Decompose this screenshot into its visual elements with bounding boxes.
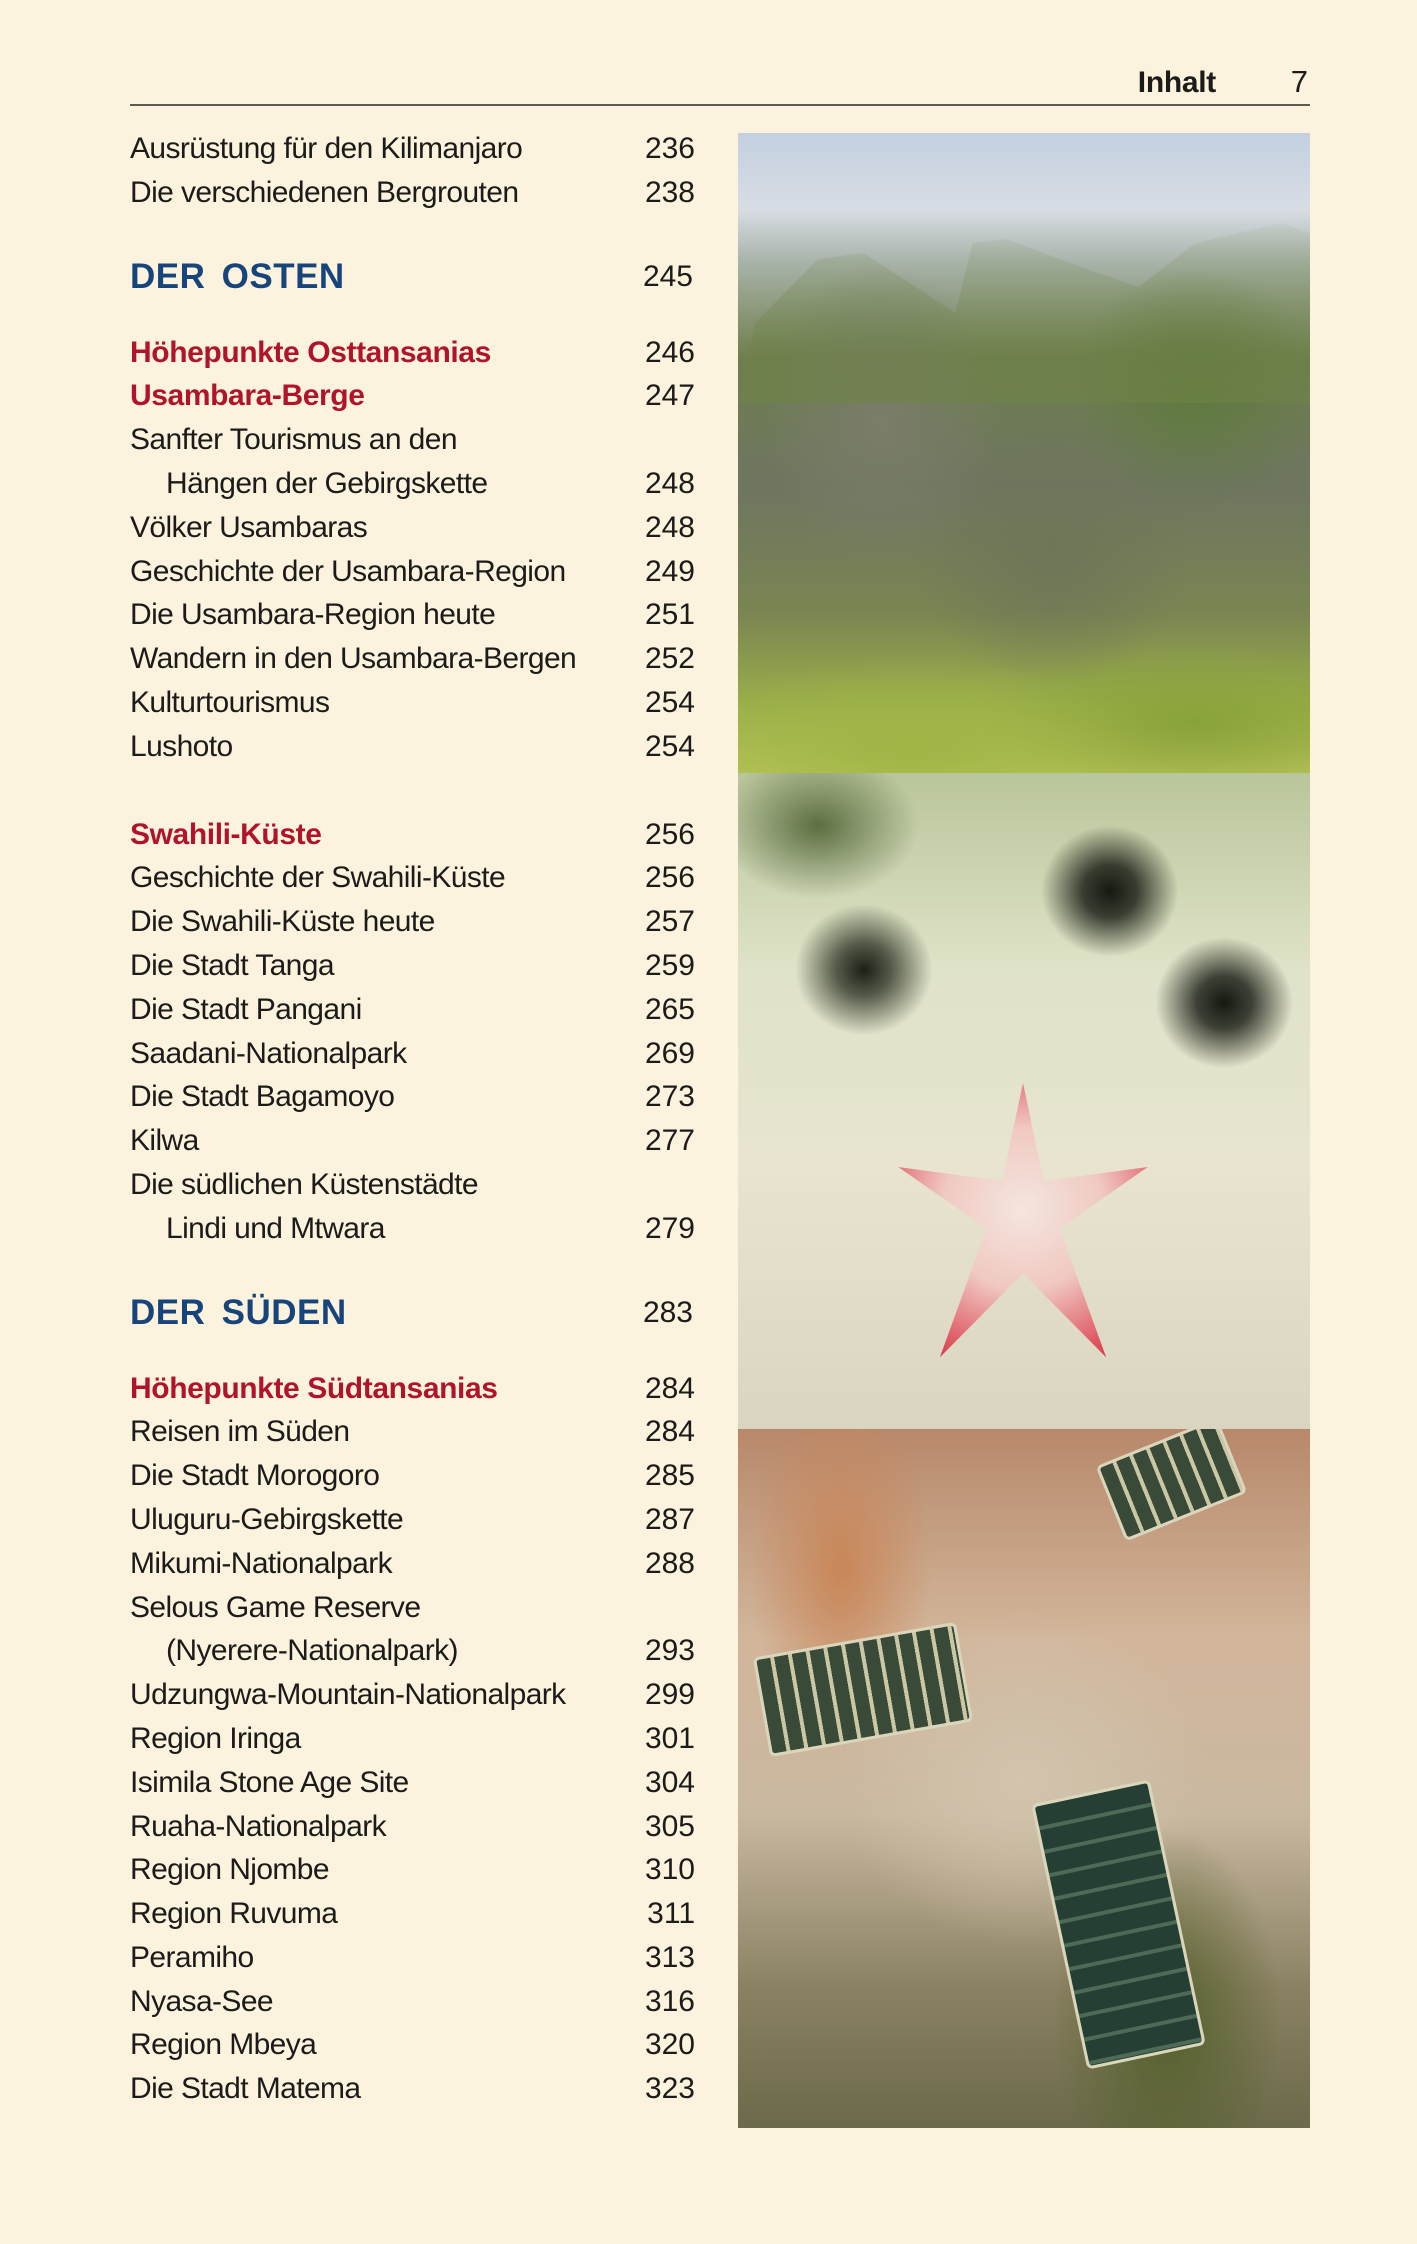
toc-entry-label: Selous Game Reserve (130, 1590, 421, 1624)
mountain-photo (738, 133, 1310, 773)
toc-entry-label: Peramiho (130, 1940, 254, 1974)
toc-entry-page: 248 (644, 466, 695, 500)
toc-entry-page: 259 (644, 948, 695, 982)
toc-entry-page: 301 (644, 1721, 695, 1755)
toc-entry[interactable] (130, 1980, 695, 2024)
spacer (130, 1251, 695, 1285)
section-heading-label: DER SÜDEN (130, 1292, 347, 1332)
toc-entry-page: 304 (644, 1765, 695, 1799)
toc-entry-label: Die südlichen Küstenstädte (130, 1167, 478, 1201)
toc-entry-page: 248 (644, 510, 695, 544)
toc-entry[interactable] (130, 1805, 695, 1849)
toc-highlight-entry[interactable] (130, 1367, 695, 1411)
toc-entry[interactable] (130, 1454, 695, 1498)
toc-entry-page: 238 (644, 175, 695, 209)
toc-entry-page: 245 (642, 259, 693, 293)
toc-entry-page: 265 (644, 992, 695, 1026)
toc-entry[interactable] (130, 1629, 695, 1673)
toc-entry-page: 273 (644, 1080, 695, 1114)
toc-entry[interactable] (130, 2067, 695, 2111)
toc-entry-label: Region Mbeya (130, 2028, 317, 2062)
toc-entry-label: Höhepunkte Osttansanias (130, 335, 491, 369)
toc-entry[interactable] (130, 550, 695, 594)
toc-entry-page: 251 (644, 598, 695, 632)
toc-entry[interactable] (130, 1119, 695, 1163)
toc-entry[interactable] (130, 944, 695, 988)
toc-entry[interactable] (130, 637, 695, 681)
toc-entry-label: Isimila Stone Age Site (130, 1765, 409, 1799)
toc-entry-label: Die Stadt Matema (130, 2072, 361, 2106)
toc-entry[interactable] (130, 1717, 695, 1761)
toc-entry-page: 254 (644, 685, 695, 719)
toc-entry-page: 249 (644, 554, 695, 588)
toc-section-heading[interactable] (130, 249, 695, 305)
toc-entry[interactable] (130, 418, 695, 462)
toc-entry[interactable] (130, 1848, 695, 1892)
toc-entry-page: 236 (644, 132, 695, 165)
toc-entry-label: Sanfter Tourismus an den (130, 423, 457, 457)
toc-entry-label: (Nyerere-Nationalpark) (166, 1634, 458, 1668)
toc-entry[interactable] (130, 1673, 695, 1717)
toc-entry-label: Reisen im Süden (130, 1415, 350, 1449)
toc-entry[interactable] (130, 1032, 695, 1076)
toc-entry[interactable] (130, 171, 695, 215)
toc-entry-label: Udzungwa-Mountain-Nationalpark (130, 1678, 566, 1712)
toc-entry[interactable] (130, 1586, 695, 1630)
toc-entry[interactable] (130, 1936, 695, 1980)
toc-entry-label: Hängen der Gebirgskette (166, 466, 488, 500)
toc-entry-page: 320 (644, 2028, 695, 2062)
safari-vehicles-aerial-icon (1096, 1429, 1248, 1542)
toc-entry-label: Region Njombe (130, 1853, 329, 1887)
toc-entry-label: Mikumi-Nationalpark (130, 1546, 393, 1580)
toc-entry[interactable] (130, 462, 695, 506)
toc-entry[interactable] (130, 1410, 695, 1454)
toc-entry-label: Ausrüstung für den Kilimanjaro (130, 132, 523, 165)
section-heading-label: DER OSTEN (130, 256, 345, 296)
toc-entry-page: 277 (644, 1124, 695, 1158)
toc-entry-label: Geschichte der Swahili-Küste (130, 861, 506, 895)
photo-column (738, 133, 1310, 2128)
toc-entry[interactable] (130, 1075, 695, 1119)
toc-entry-page: 284 (644, 1371, 695, 1405)
spacer (130, 769, 695, 813)
toc-entry[interactable] (130, 2023, 695, 2067)
toc-entry-label: Usambara-Berge (130, 379, 365, 413)
toc-entry-label: Die Stadt Tanga (130, 948, 334, 982)
toc-entry-page: 252 (644, 642, 695, 676)
toc-entry-label: Ruaha-Nationalpark (130, 1809, 387, 1843)
toc-highlight-entry[interactable] (130, 374, 695, 418)
starfish-photo (738, 773, 1310, 1429)
toc-entry[interactable] (130, 725, 695, 769)
toc-entry-page: 288 (644, 1546, 695, 1580)
toc-entry-label: Die verschiedenen Bergrouten (130, 175, 519, 209)
toc-entry-page: 323 (644, 2072, 695, 2106)
spacer (130, 305, 695, 331)
toc-entry-page: 310 (644, 1853, 695, 1887)
toc-entry-label: Saadani-Nationalpark (130, 1036, 407, 1070)
toc-entry-page: 311 (647, 1897, 695, 1931)
toc-entry-label: Swahili-Küste (130, 817, 322, 851)
toc-highlight-entry[interactable] (130, 813, 695, 857)
toc-entry-label: Region Iringa (130, 1721, 301, 1755)
toc-entry-label: Die Stadt Bagamoyo (130, 1080, 395, 1114)
toc-entry-page: 283 (642, 1295, 693, 1329)
safari-vehicle-icon (1031, 1779, 1206, 2069)
toc-entry[interactable] (130, 900, 695, 944)
toc-entry-label: Die Stadt Morogoro (130, 1459, 380, 1493)
toc-entry-label: Völker Usambaras (130, 510, 368, 544)
toc-entry[interactable] (130, 127, 695, 171)
running-head (130, 60, 1310, 106)
toc-entry[interactable] (130, 593, 695, 637)
toc-entry[interactable] (130, 988, 695, 1032)
toc-entry-label: Region Ruvuma (130, 1897, 338, 1931)
toc-entry-page: 285 (644, 1459, 695, 1493)
toc-entry[interactable] (130, 1761, 695, 1805)
toc-entry-page: 256 (644, 817, 695, 851)
toc-entry-page: 256 (644, 861, 695, 895)
toc-entry-page: 287 (644, 1502, 695, 1536)
mountain-cliffs-icon (738, 203, 1310, 403)
toc-entry-page: 247 (644, 379, 695, 413)
toc-entry[interactable] (130, 1892, 695, 1936)
toc-entry[interactable] (130, 1163, 695, 1207)
toc-entry-label: Höhepunkte Südtansanias (130, 1371, 498, 1405)
toc-entry-page: 293 (644, 1634, 695, 1668)
toc-entry-label: Die Stadt Pangani (130, 992, 362, 1026)
toc-entry-page: 279 (644, 1211, 695, 1245)
toc-entry-page: 316 (644, 1984, 695, 2018)
running-head-title: Inhalt (1137, 66, 1216, 99)
toc-entry[interactable] (130, 1542, 695, 1586)
toc-entry-page: 313 (644, 1940, 695, 1974)
toc-entry-page: 269 (644, 1036, 695, 1070)
toc-entry-label: Kulturtourismus (130, 685, 330, 719)
safari-vehicle-icon (753, 1622, 973, 1757)
spacer (130, 1341, 695, 1367)
toc-entry[interactable] (130, 1207, 695, 1251)
toc-entry[interactable] (130, 856, 695, 900)
toc-entry-label: Lushoto (130, 729, 233, 763)
toc-entry[interactable] (130, 506, 695, 550)
toc-entry-label: Wandern in den Usambara-Bergen (130, 642, 577, 676)
toc-entry-label: Kilwa (130, 1124, 199, 1158)
spacer (130, 215, 695, 249)
toc-entry[interactable] (130, 681, 695, 725)
page-number: 7 (1290, 64, 1308, 99)
toc-entry-page: 257 (644, 905, 695, 939)
toc-entry-label: Uluguru-Gebirgskette (130, 1502, 404, 1536)
starfish-sea-urchins-icon (893, 1083, 1153, 1363)
toc-entry-label: Lindi und Mtwara (166, 1211, 385, 1245)
toc-entry-page: 284 (644, 1415, 695, 1449)
toc-entry-page: 246 (644, 335, 695, 369)
toc-highlight-entry[interactable] (130, 331, 695, 375)
toc-entry-page: 299 (644, 1678, 695, 1712)
toc-entry-label: Die Swahili-Küste heute (130, 905, 435, 939)
toc-entry-label: Die Usambara-Region heute (130, 598, 496, 632)
safari-photo (738, 1429, 1310, 2128)
table-of-contents (130, 127, 695, 2111)
toc-entry-label: Nyasa-See (130, 1984, 274, 2018)
toc-entry-page: 305 (644, 1809, 695, 1843)
toc-entry-label: Geschichte der Usambara-Region (130, 554, 566, 588)
toc-entry-page: 254 (644, 729, 695, 763)
toc-entry[interactable] (130, 1498, 695, 1542)
toc-section-heading[interactable] (130, 1285, 695, 1341)
